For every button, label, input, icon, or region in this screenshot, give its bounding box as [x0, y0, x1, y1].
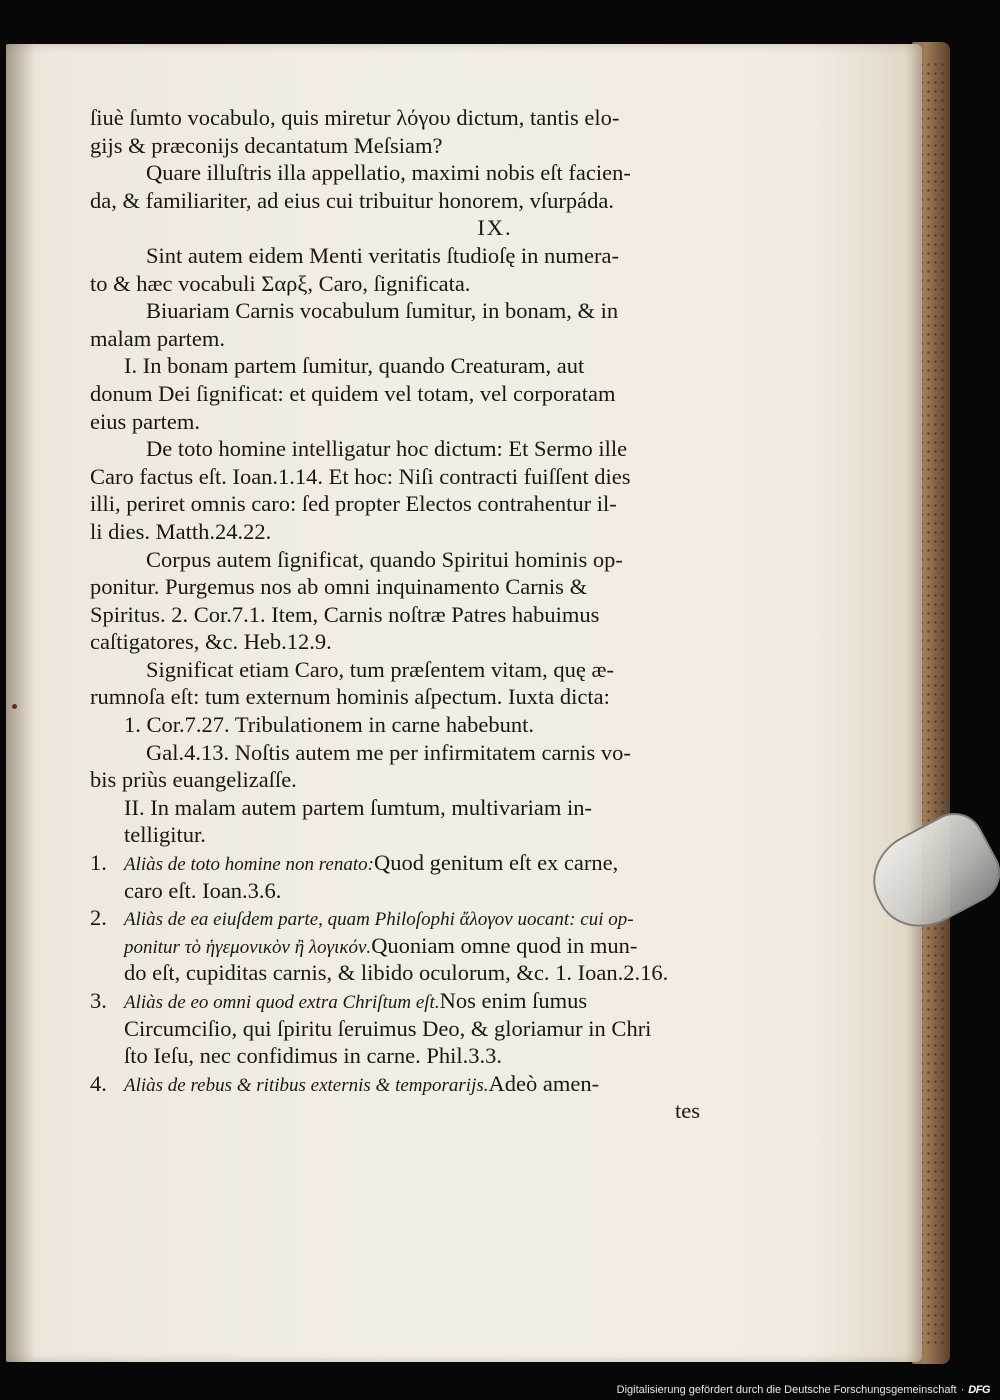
text-line: De toto homine intelligatur hoc dictum: Et Sermo ille — [146, 436, 628, 462]
text-line: Sint autem eidem Menti veritatis ſtudioſę in numera- — [146, 242, 620, 268]
separator-dot: · — [960, 1384, 965, 1396]
roman-text: Quoniam omne quod in mun- — [371, 932, 638, 958]
text-line: 1. Cor.7.27. Tribulationem in carne habebunt. — [124, 712, 534, 738]
roman-text: Nos enim ſumus — [439, 988, 588, 1013]
italic-text: Aliàs de toto homine non renato: — [124, 854, 374, 876]
numbered-line — [90, 904, 700, 932]
numbered-line — [90, 1070, 700, 1098]
text-line: ponitur. Purgemus nos ab omni inquinamento Carnis & — [90, 574, 588, 600]
numbered-line — [90, 849, 700, 877]
text-line: I. In bonam partem ſumitur, quando Creaturam, aut — [124, 353, 585, 379]
italic-text: Aliàs de eo omni quod extra Chriſtum eſt. — [124, 992, 440, 1013]
text-line: li dies. Matth.24.22. — [90, 518, 272, 544]
credit-text: Digitalisierung gefördert durch die Deutsche Forschungsgemeinschaft — [616, 1384, 957, 1396]
numbered-line — [90, 1015, 700, 1043]
text-line: telligitur. — [124, 822, 206, 848]
numbered-line — [90, 877, 700, 905]
text-line: bis priùs euangelizaſſe. — [90, 767, 297, 793]
item-number: 2. — [90, 905, 107, 931]
text-line: donum Dei ſignificat: et quidem vel totam, vel corporatam — [90, 380, 616, 406]
text-line: da, & familiariter, ad eius cui tribuitur honorem, vſurpáda. — [90, 187, 614, 213]
text-line: rumnoſa eſt: tum externum hominis aſpectum. Iuxta dicta: — [90, 684, 610, 710]
section-heading: IX. — [477, 215, 513, 241]
digitization-credit — [617, 1384, 990, 1396]
text-line: Quare illuſtris illa appellatio, maximi nobis eſt facien- — [146, 160, 631, 186]
numbered-line — [90, 932, 700, 960]
roman-text: ſto Ieſu, nec confidimus in carne. Phil.3.3. — [124, 1043, 503, 1069]
text-line: eius partem. — [90, 408, 200, 434]
text-line: ſiuè ſumto vocabulo, quis miretur λόγου dictum, tantis elo- — [90, 105, 620, 130]
numbered-line — [90, 1042, 700, 1070]
text-line: II. In malam autem partem ſumtum, multivariam in- — [124, 794, 592, 820]
text-line: to & hæc vocabuli Σαρξ, Caro, ſignificata. — [90, 270, 471, 296]
text-line: caſtigatores, &c. Heb.12.9. — [90, 629, 332, 655]
text-line: Biuariam Carnis vocabulum ſumitur, in bonam, & in — [146, 298, 619, 324]
text-line: illi, periret omnis caro: ſed propter Electos contrahentur il- — [90, 491, 617, 517]
text-line: Caro factus eſt. Ioan.1.14. Et hoc: Niſi contracti fuiſſent dies — [90, 463, 631, 489]
italic-text: ponitur τὸ ἡγεμονικὸν ἢ λογικόν. — [124, 936, 372, 958]
text-line: Spiritus. 2. Cor.7.1. Item, Carnis noſtræ Patres habuimus — [90, 601, 600, 627]
item-number: 1. — [90, 850, 107, 876]
roman-text: Adeò amen- — [488, 1070, 600, 1096]
roman-text: caro eſt. Ioan.3.6. — [124, 877, 282, 903]
text-line: gijs & præconijs decantatum Meſsiam? — [90, 132, 443, 158]
roman-text: Circumciſio, qui ſpiritu ſeruimus Deo, & gloriamur in Chri — [124, 1015, 652, 1041]
gutter-shadow — [6, 44, 34, 1362]
text-line: Significat etiam Caro, tum præſentem vitam, quę æ- — [146, 656, 615, 682]
italic-text: Aliàs de rebus & ritibus externis & temporarijs. — [124, 1074, 489, 1096]
text-line: malam partem. — [90, 325, 225, 351]
roman-text: do eſt, cupiditas carnis, & libido oculorum, &c. 1. Ioan.2.16. — [124, 960, 669, 986]
catchword: tes — [675, 1098, 700, 1124]
italic-text: Aliàs de ea eiuſdem parte, quam Philoſophi ἄλογον uocant: cui op- — [124, 909, 634, 931]
item-number: 4. — [90, 1070, 107, 1096]
ink-spot — [12, 704, 17, 709]
text-line: Corpus autem ſignificat, quando Spiritui hominis op- — [146, 546, 623, 572]
page-text — [90, 104, 700, 1125]
numbered-line — [90, 959, 700, 987]
numbered-line — [90, 987, 700, 1015]
dfg-logo: DFG — [968, 1384, 990, 1396]
roman-text: Quod genitum eſt ex carne, — [373, 850, 619, 876]
text-line: Gal.4.13. Noſtis autem me per infirmitatem carnis vo- — [146, 739, 631, 765]
item-number: 3. — [90, 988, 107, 1013]
